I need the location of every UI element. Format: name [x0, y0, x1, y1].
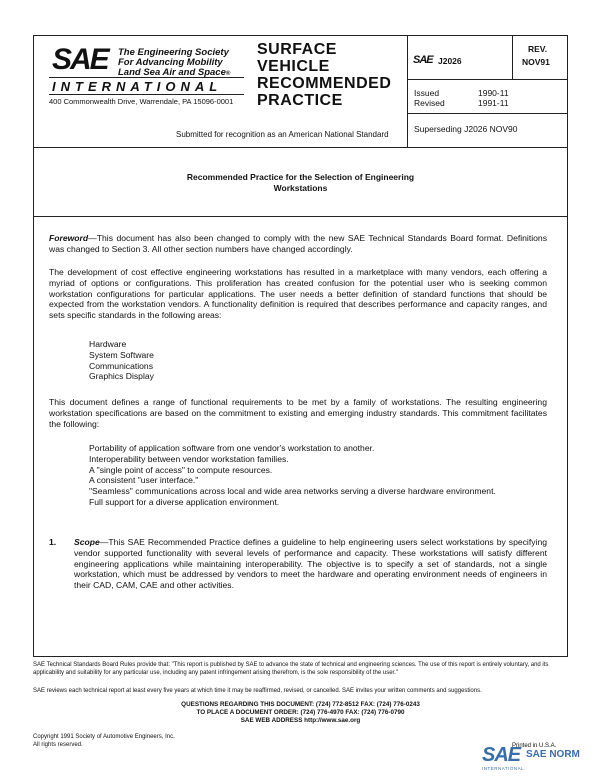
sae-tagline: [118, 48, 230, 79]
copyright-line: Copyright 1991 Society of Automotive Engineers, Inc.: [33, 734, 175, 740]
norm-text: SAE NORM: [526, 749, 580, 760]
tagline-line-3: Land Sea Air and Space: [118, 67, 226, 78]
issued-date: 1990-11: [478, 88, 509, 98]
rev-column-divider: [512, 35, 513, 79]
scope-label: Scope: [74, 537, 100, 547]
rev-value: NOV91: [522, 57, 550, 67]
document-number: J2026: [438, 56, 462, 66]
list-item: Graphics Display: [89, 371, 154, 382]
list-item: Communications: [89, 360, 153, 371]
scope-text: —This SAE Recommended Practice defines a guideline to help engineering users select workstations by specifying vendor supported functionality with several levels of performance and capacity. These workstations will satisfy different engineering applications while maintaining interoperability. The objective is to specify a set of standards, not a single workstation, which must be addressed by vendors to meet the hardware and operating environment needs of engineers in their CAD, CAM, CAE and other activities.: [74, 537, 547, 591]
list-item: Hardware: [89, 339, 127, 349]
doc-type-line-1: SURFACE: [257, 41, 337, 58]
superseding-note: Superseding J2026 NOV90: [414, 124, 518, 134]
superseding-divider: [407, 113, 568, 114]
questions-line: QUESTIONS REGARDING THIS DOCUMENT: (724) 772-8512 FAX: (724) 776-0243: [181, 701, 420, 708]
title-divider: [33, 216, 568, 217]
list-item: System Software: [89, 349, 154, 360]
title-line-1: Recommended Practice for the Selection of Engineering: [186, 172, 415, 182]
tagline-line-2: For Advancing Mobility: [118, 57, 223, 68]
trademark-symbol: ®: [225, 71, 231, 77]
list-item: [89, 486, 505, 497]
scope-paragraph: [74, 537, 547, 591]
list-item: Interoperability between vendor workstation families.: [89, 453, 289, 464]
doc-sae-logo: SAE: [413, 54, 433, 66]
order-line: TO PLACE A DOCUMENT ORDER: (724) 776-4970 FAX: (724) 776-0790: [196, 709, 405, 716]
sae-logo: SAE: [52, 43, 108, 76]
list-item: A "single point of access" to compute resources.: [89, 464, 273, 475]
doc-type-line-3: RECOMMENDED: [257, 75, 392, 92]
ansi-submission-note: Submitted for recognition as an American National Standard: [176, 130, 389, 139]
tsb-policy-note: SAE Technical Standards Board Rules provide that: "This report is published by SAE to advance the state of technical and engineering sciences. The use of this report is entirely voluntary, and its applicability and suitability for any particular use, including any patent infringement arising therefrom, is the sole responsibility of the user.": [33, 662, 549, 676]
intro-paragraph: The development of cost effective engineering workstations has resulted in a marketplace with many vendors, each offering a myriad of options or configurations. This proliferation has created confusion for the potential user who is seeking common workstation configurations for particular applications. The user needs a better definition of standard functions that should be expected from the workstation vendors. A functionality definition is required that describes performance and capacity ranges, and sets specific standards in the following areas:: [49, 267, 547, 321]
areas-list: [89, 339, 154, 382]
docnum-divider: [407, 79, 568, 80]
contact-block: [33, 701, 568, 725]
revised-label: Revised: [414, 98, 445, 108]
scope-number: 1.: [49, 537, 57, 547]
list-item: A consistent "user interface.": [89, 475, 199, 486]
document-type: [257, 41, 391, 109]
title-line-2: Workstations: [273, 183, 328, 193]
facilitates-list: [89, 443, 505, 508]
rights-line: All rights reserved.: [33, 742, 83, 748]
revised-date: 1991-11: [478, 98, 509, 108]
document-title: [33, 172, 568, 194]
issued-label: Issued: [414, 88, 440, 98]
copyright-block: [33, 733, 175, 749]
list-item-text: "Seamless" communications across local and wide area networks serving a diverse hardware environment.: [89, 486, 496, 497]
norm-subtext: INTERNATIONAL: [482, 766, 525, 771]
foreword-label: Foreword: [49, 233, 89, 243]
norm-sae-mark: SAE: [482, 744, 521, 766]
foreword-text: —This document has also been changed to comply with the new SAE Technical Standards Board format. Definitions was changed to Section 3. All other section numbers have changed accordingly.: [49, 233, 547, 254]
requirements-paragraph: This document defines a range of functional requirements to be met by a family of workstations. The resulting engineering workstation specifications are based on the commitment to existing and emerging industry standards. This commitment facilitates the following:: [49, 397, 547, 429]
sae-address: 400 Commonwealth Drive, Warrendale, PA 15096-0001: [49, 97, 234, 106]
doc-type-line-2: VEHICLE: [257, 58, 330, 75]
doc-type-line-4: PRACTICE: [257, 92, 343, 109]
review-note: SAE reviews each technical report at least every five years at which time it may be reaffirmed, revised, or cancelled. SAE invites your written comments and suggestions.: [33, 688, 482, 694]
header-divider: [33, 147, 568, 148]
logo-rule-top: [49, 77, 244, 78]
web-address-line: SAE WEB ADDRESS http://www.sae.org: [240, 717, 361, 724]
header-column-divider: [407, 35, 408, 147]
list-item: Portability of application software from one vendor's workstation to another.: [89, 443, 375, 453]
foreword-paragraph: [49, 233, 547, 255]
printed-in-usa: Printed in U.S.A.: [512, 743, 557, 749]
international-label: INTERNATIONAL: [52, 79, 223, 94]
rev-label: REV.: [528, 44, 548, 54]
sae-norm-logo: [482, 744, 592, 774]
logo-rule-bottom: [49, 94, 244, 95]
tagline-line-1: The Engineering Society: [118, 47, 229, 58]
list-item: Full support for a diverse application environment.: [89, 496, 280, 507]
